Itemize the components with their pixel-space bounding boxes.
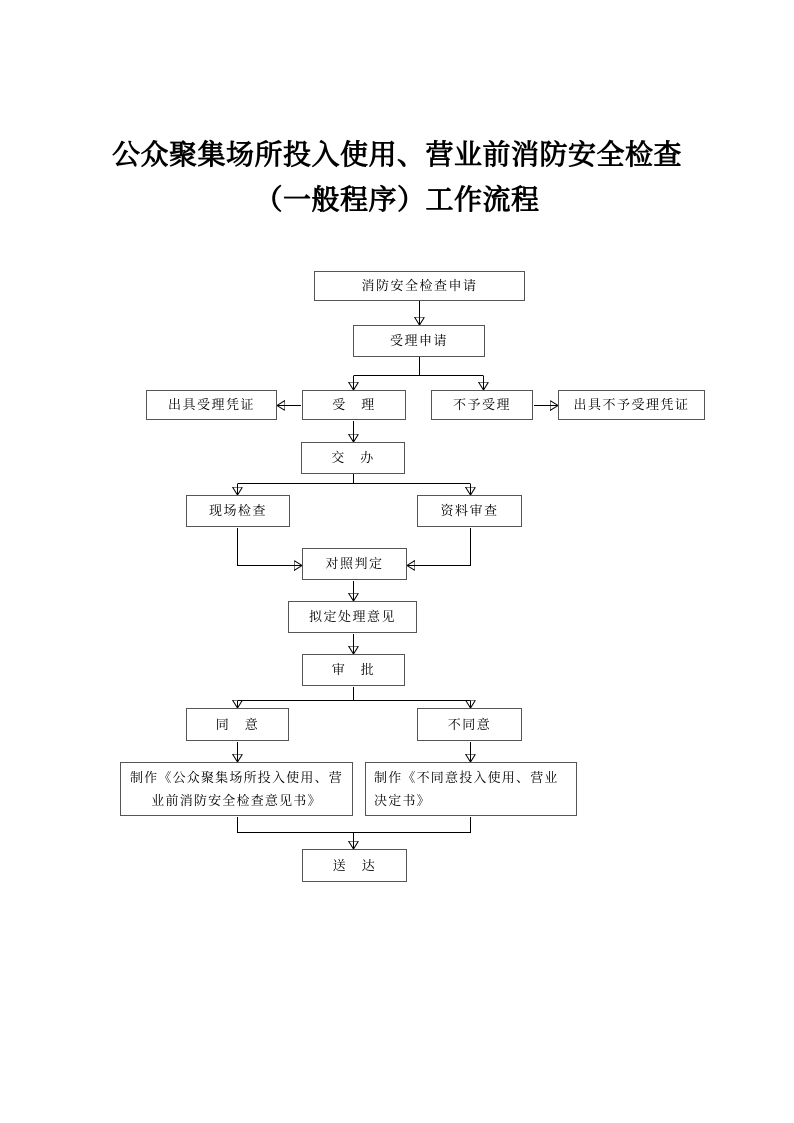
node-label: 出具不予受理凭证 (573, 397, 690, 412)
node-label: 受 理 (332, 397, 376, 412)
edge-accept-apply-branch-stem (354, 357, 484, 376)
node-document-review (417, 495, 522, 527)
node-label: 现场检查 (208, 503, 267, 518)
node-disagree (417, 708, 522, 741)
node-not-accept (431, 390, 533, 420)
node-site-inspection (186, 495, 290, 527)
page-title-line-1: 公众聚集场所投入使用、营业前消防安全检查 (111, 140, 682, 171)
node-deliver (302, 849, 407, 882)
node-label: 制作《不同意投入使用、营业决定书》 (374, 770, 559, 808)
node-label: 不同意 (447, 716, 492, 732)
node-make-decision-document (365, 762, 577, 816)
node-label: 拟定处理意见 (308, 609, 396, 624)
page-title-line-2: （一般程序）工作流程 (254, 185, 540, 216)
node-approval (302, 654, 405, 686)
node-label: 受理申请 (389, 333, 448, 348)
node-label: 出具受理凭证 (167, 397, 255, 412)
node-label: 制作《公众聚集场所投入使用、营业前消防安全检查意见书》 (129, 770, 343, 808)
node-issue-acceptance-receipt (146, 390, 277, 420)
node-make-opinion-document (120, 762, 353, 816)
node-label: 不予受理 (452, 397, 511, 412)
node-label: 消防安全检查申请 (361, 278, 478, 293)
edge-documents-merge (238, 817, 471, 833)
node-assign (301, 442, 405, 474)
edge-approval-branch-stem (238, 687, 471, 701)
edge-assign-branch-stem (238, 474, 471, 484)
node-label: 同 意 (215, 716, 260, 732)
node-fire-safety-check-application (314, 271, 525, 301)
node-agree (186, 708, 289, 741)
node-label: 送 达 (332, 857, 377, 873)
edge-document-review-judgement (407, 528, 471, 566)
node-accept-application (353, 325, 485, 357)
node-label: 交 办 (331, 450, 375, 465)
page-title (0, 133, 794, 223)
node-comparison-judgement (302, 548, 407, 580)
node-label: 对照判定 (325, 556, 384, 571)
edge-site-inspection-judgement (238, 528, 303, 566)
node-accept (302, 390, 406, 420)
node-draft-handling-opinion (288, 601, 417, 633)
node-label: 审 批 (331, 662, 376, 677)
node-label: 资料审查 (440, 503, 499, 518)
node-issue-non-acceptance-receipt (558, 390, 705, 420)
